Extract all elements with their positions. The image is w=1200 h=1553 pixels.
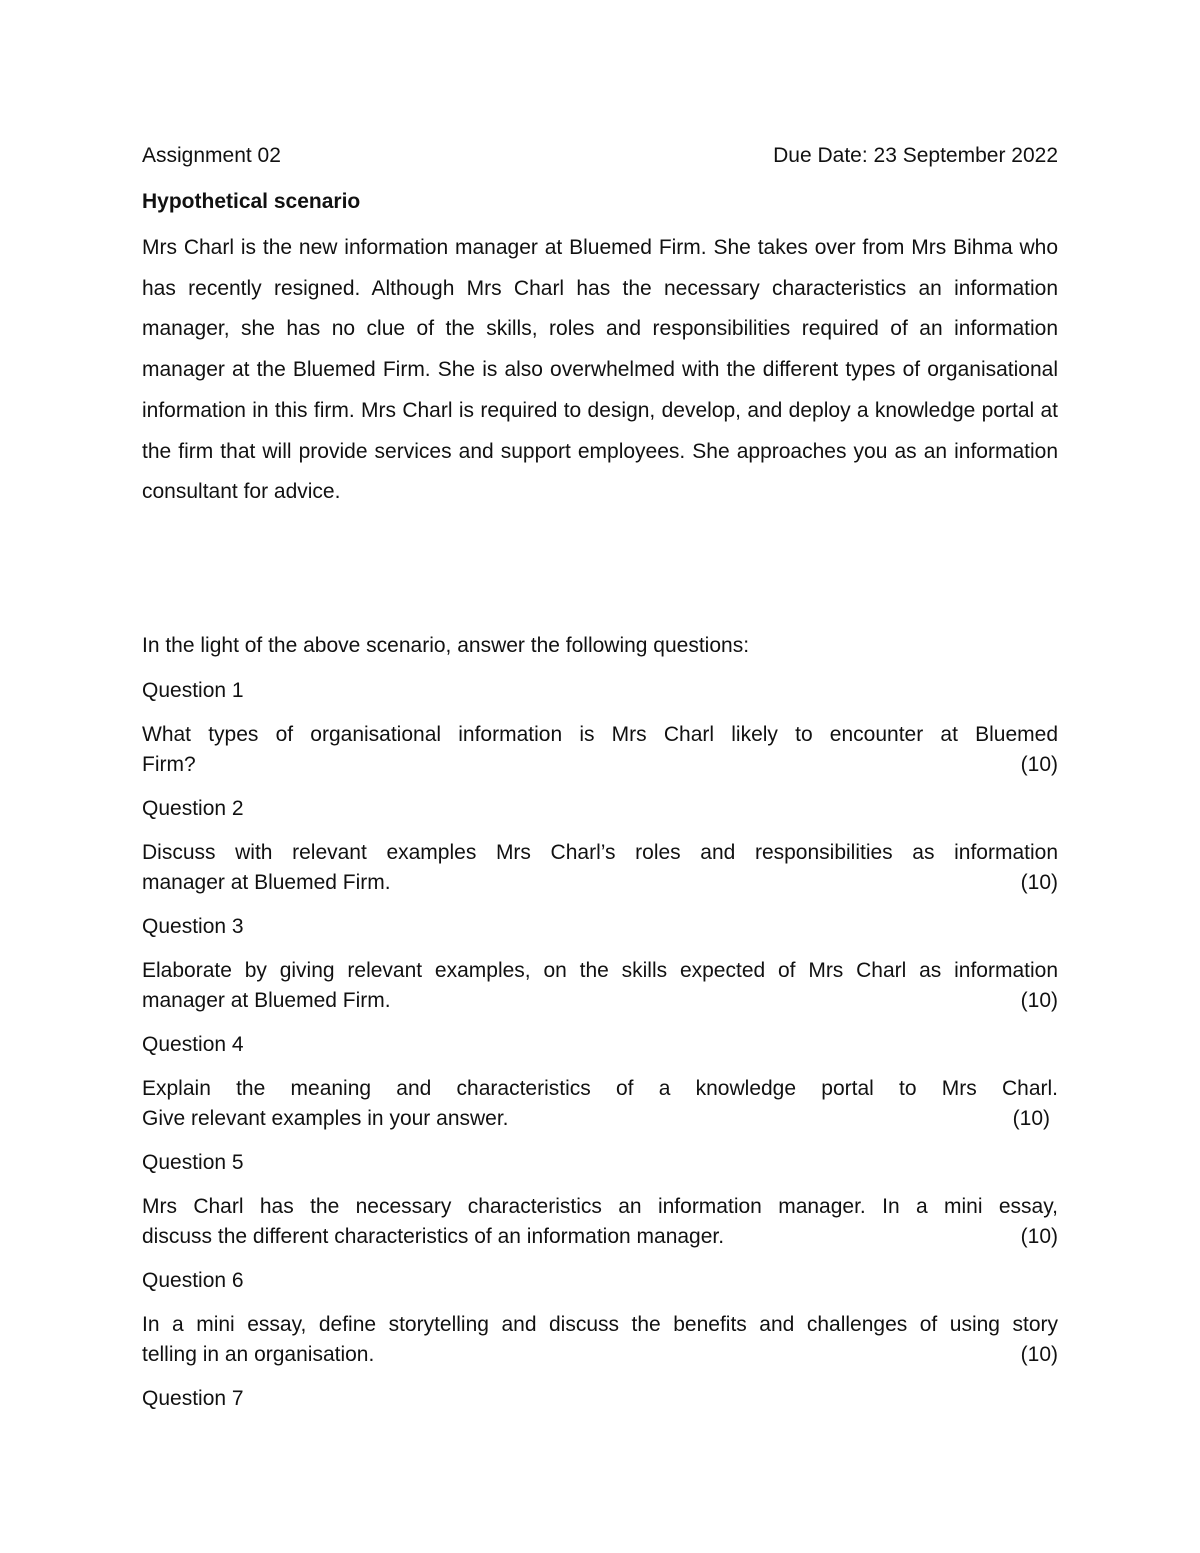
question-text <box>142 1310 1058 1370</box>
question-text <box>142 1192 1058 1252</box>
question-text <box>142 838 1058 898</box>
question-text-line: What types of organisational information is Mrs Charl likely to encounter at Bluemed <box>142 722 1058 746</box>
question-text-line <box>142 750 1058 780</box>
question-text-line <box>142 1104 1058 1134</box>
scenario-paragraph: Mrs Charl is the new information manager at Bluemed Firm. She takes over from Mrs Bihma who has recently resigned. Although Mrs Charl has the necessary characteristics an information manager, she has no clue of the skills, roles and responsibilities required of an information manager at the Bluemed Firm. She is also overwhelmed with the different types of organisational information in this firm. Mrs Charl is required to design, develop, and deploy a knowledge portal at the firm that will provide services and support employees. She approaches you as an information consultant for advice. <box>142 236 1058 504</box>
question-marks: (10) <box>1020 988 1058 1012</box>
question-text <box>142 1074 1058 1134</box>
questions-intro: In the light of the above scenario, answer the following questions: <box>142 633 750 657</box>
question-marks: (10) <box>1012 1106 1050 1130</box>
question-text-end: telling in an organisation. <box>142 1342 375 1366</box>
question-text <box>142 720 1058 780</box>
question-text-end: Firm? <box>142 752 196 776</box>
question-text-end: discuss the different characteristics of an information manager. <box>142 1224 725 1248</box>
question-label: Question 7 <box>142 1386 244 1410</box>
question-text-line: Mrs Charl has the necessary characteristics an information manager. In a mini essay, <box>142 1194 1058 1218</box>
question-label: Question 1 <box>142 678 244 702</box>
question-text-line: Elaborate by giving relevant examples, on the skills expected of Mrs Charl as information <box>142 958 1058 982</box>
question-marks: (10) <box>1020 870 1058 894</box>
question-marks: (10) <box>1020 1224 1058 1248</box>
question-marks: (10) <box>1020 752 1058 776</box>
question-text-end: Give relevant examples in your answer. <box>142 1106 509 1130</box>
question-label: Question 2 <box>142 796 244 820</box>
assignment-title: Assignment 02 <box>142 144 281 167</box>
question-text-end: manager at Bluemed Firm. <box>142 988 391 1012</box>
question-text-line <box>142 1340 1058 1370</box>
document-content <box>142 140 1058 1415</box>
question-label: Question 4 <box>142 1032 244 1056</box>
question-text-end: manager at Bluemed Firm. <box>142 870 391 894</box>
question-text-line: In a mini essay, define storytelling and discuss the benefits and challenges of using story <box>142 1312 1058 1336</box>
question-text-line <box>142 1222 1058 1252</box>
question-text-line: Explain the meaning and characteristics of a knowledge portal to Mrs Charl. <box>142 1076 1058 1100</box>
scenario-heading: Hypothetical scenario <box>142 190 361 213</box>
document-header <box>142 140 1058 172</box>
question-marks: (10) <box>1020 1342 1058 1366</box>
due-date: Due Date: 23 September 2022 <box>773 144 1058 167</box>
question-label: Question 5 <box>142 1150 244 1174</box>
question-text <box>142 956 1058 1016</box>
question-text-line <box>142 868 1058 898</box>
question-text-line: Discuss with relevant examples Mrs Charl’s roles and responsibilities as information <box>142 840 1058 864</box>
question-label: Question 3 <box>142 914 244 938</box>
question-text-line <box>142 986 1058 1016</box>
question-label: Question 6 <box>142 1268 244 1292</box>
